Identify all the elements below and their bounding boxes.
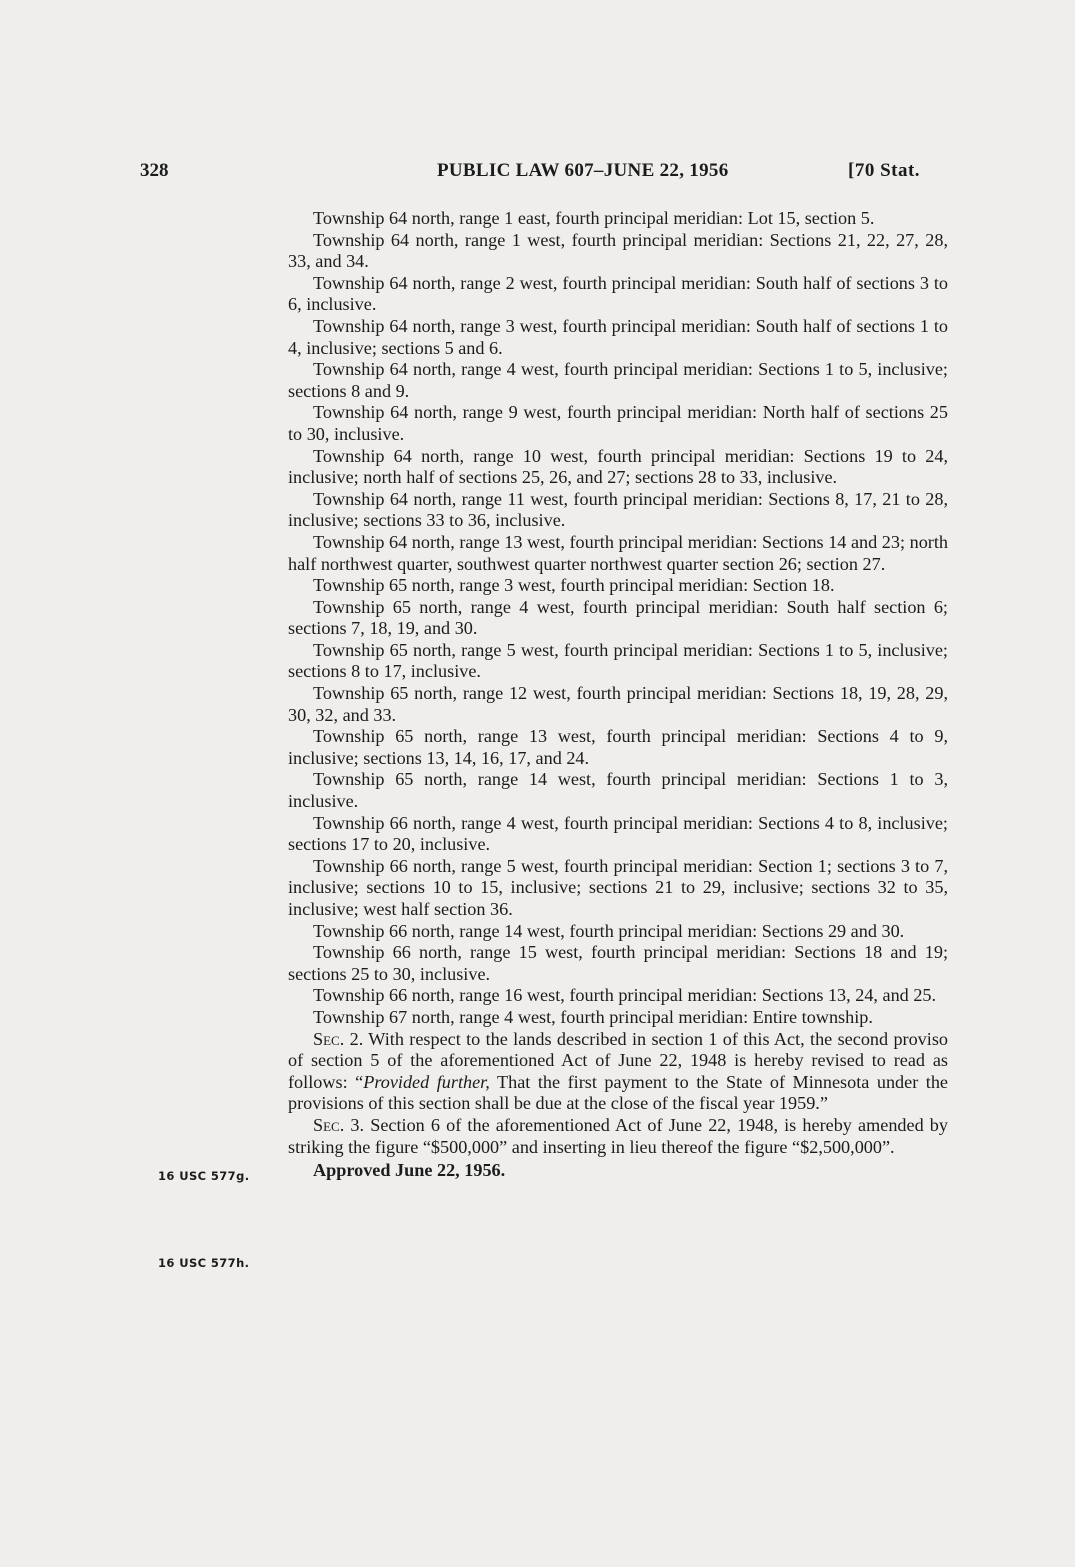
section-3-paragraph [288, 1115, 948, 1158]
township-paragraph: Township 64 north, range 10 west, fourth principal meridian: Sections 19 to 24, inclusive; north half of sections 25, 26, and 27; sections 28 to 33, inclusive. [288, 445, 948, 488]
township-paragraph: Township 64 north, range 3 west, fourth principal meridian: South half of sections 1 to 4, inclusive; sections 5 and 6. [288, 315, 948, 358]
running-title: PUBLIC LAW 607–JUNE 22, 1956 [437, 160, 729, 181]
section-2-italic: Provided further, [363, 1071, 490, 1092]
margin-note-section-3: 16 USC 577h. [158, 1256, 250, 1270]
township-paragraph: Township 65 north, range 4 west, fourth principal meridian: South half section 6; sections 7, 18, 19, and 30. [288, 596, 948, 639]
township-paragraph: Township 65 north, range 12 west, fourth principal meridian: Sections 18, 19, 28, 29, 30, 32, and 33. [288, 683, 948, 725]
body-text [288, 208, 948, 1182]
township-paragraph: Township 66 north, range 4 west, fourth principal meridian: Sections 4 to 8, inclusive; sections 17 to 20, inclusive. [288, 812, 948, 855]
section-2-text-after: That the first payment to the State of Minnesota under the provisions of this section shall be due at the close of the fiscal year 1959.” [288, 1071, 948, 1114]
section-3-label: Sec. 3. [313, 1114, 365, 1135]
township-paragraph: Township 65 north, range 13 west, fourth principal meridian: Sections 4 to 9, inclusive; sections 13, 14, 16, 17, and 24. [288, 726, 948, 768]
section-2-paragraph [288, 1029, 948, 1115]
township-paragraph: Township 64 north, range 4 west, fourth principal meridian: Sections 1 to 5, inclusive; sections 8 and 9. [288, 359, 948, 401]
page-header [0, 160, 1075, 190]
township-paragraph: Township 65 north, range 5 west, fourth principal meridian: Sections 1 to 5, inclusive; sections 8 to 17, inclusive. [288, 639, 948, 682]
township-paragraph: Township 64 north, range 9 west, fourth principal meridian: North half of sections 25 to 30, inclusive. [288, 402, 948, 444]
section-3-text: Section 6 of the aforementioned Act of June 22, 1948, is hereby amended by striking the figure “$500,000” and inserting in lieu thereof the figure “$2,500,000”. [288, 1114, 948, 1157]
approval-line: Approved June 22, 1956. [313, 1160, 506, 1181]
page-number: 328 [140, 160, 169, 181]
township-paragraph: Township 64 north, range 13 west, fourth principal meridian: Sections 14 and 23; north half northwest quarter, southwest quarter northwest quarter section 26; section 27. [288, 531, 948, 574]
township-paragraph: Township 65 north, range 3 west, fourth principal meridian: Section 18. [313, 575, 835, 596]
margin-note-section-2: 16 USC 577g. [158, 1169, 250, 1183]
township-paragraph: Township 64 north, range 2 west, fourth principal meridian: South half of sections 3 to 6, inclusive. [288, 272, 948, 315]
township-paragraph: Township 66 north, range 14 west, fourth principal meridian: Sections 29 and 30. [313, 920, 905, 941]
township-paragraph: Township 66 north, range 15 west, fourth principal meridian: Sections 18 and 19; sections 25 to 30, inclusive. [288, 942, 948, 984]
township-paragraph: Township 66 north, range 5 west, fourth principal meridian: Section 1; sections 3 to 7, inclusive; sections 10 to 15, inclusive; sections 21 to 29, inclusive; sections 32 to 35, inclusive; west half section 36. [288, 855, 948, 919]
township-paragraph: Township 64 north, range 11 west, fourth principal meridian: Sections 8, 17, 21 to 28, inclusive; sections 33 to 36, inclusive. [288, 488, 948, 531]
township-paragraph: Township 64 north, range 1 east, fourth principal meridian: Lot 15, section 5. [313, 208, 875, 228]
statute-reference: [70 Stat. [848, 160, 921, 181]
section-2-label: Sec. 2. [313, 1028, 364, 1049]
township-paragraph: Township 64 north, range 1 west, fourth principal meridian: Sections 21, 22, 27, 28, 33, and 34. [288, 229, 948, 272]
section-2-text-before: With respect to the lands described in section 1 of this Act, the second proviso of section 5 of the aforementioned Act of June 22, 1948 is hereby revised to read as follows: “ [288, 1028, 949, 1092]
township-paragraph: Township 66 north, range 16 west, fourth principal meridian: Sections 13, 24, and 25. [313, 985, 937, 1006]
township-paragraph: Township 65 north, range 14 west, fourth principal meridian: Sections 1 to 3, inclusive. [288, 769, 948, 812]
township-paragraph: Township 67 north, range 4 west, fourth principal meridian: Entire township. [313, 1006, 873, 1027]
